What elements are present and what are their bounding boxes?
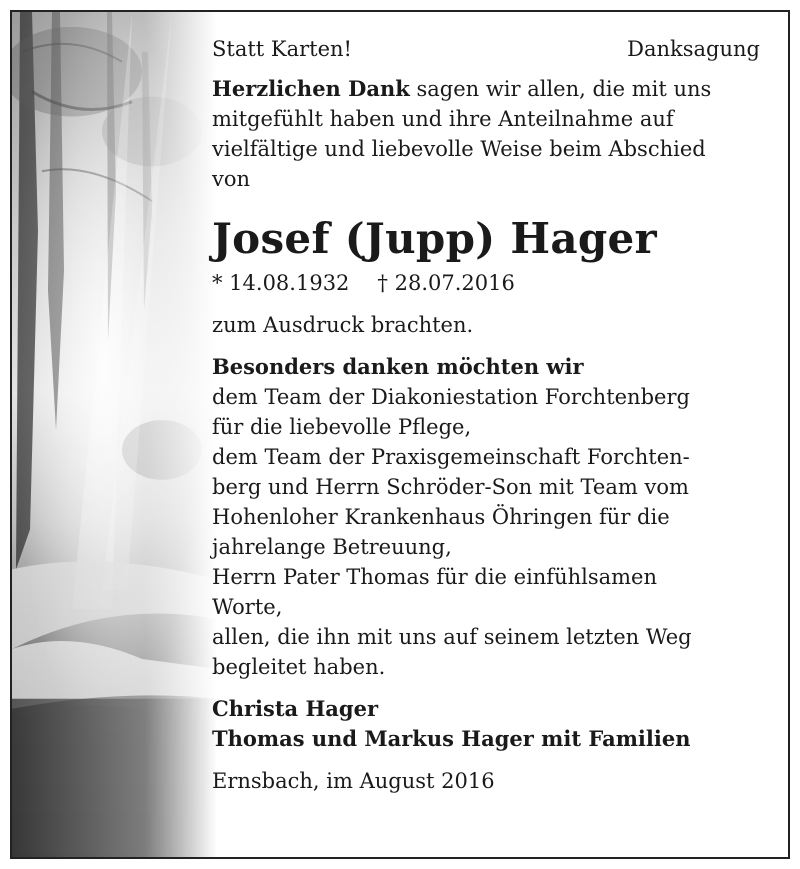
thanks-line: für die liebevolle Pflege, — [212, 415, 472, 439]
place-date: Ernsbach, im August 2016 — [212, 769, 495, 793]
forest-path-photo — [12, 12, 217, 857]
intro-line: mitgefühlt haben und ihre Anteilnahme auf — [212, 107, 674, 131]
birth-date: * 14.08.1932 — [212, 271, 350, 295]
thanks-line: dem Team der Diakoniestation Forchtenberg — [212, 385, 690, 409]
intro-line: von — [212, 167, 251, 191]
thanks-line: allen, die ihn mit uns auf seinem letzten Weg — [212, 625, 692, 649]
thanks-line: berg und Herrn Schröder-Son mit Team vom — [212, 475, 689, 499]
signature-line: Christa Hager — [212, 696, 379, 721]
intro-rest: sagen wir allen, die mit uns — [409, 77, 712, 101]
thanks-heading: Besonders danken möchten wir — [212, 354, 584, 379]
after-name-text: zum Ausdruck brachten. — [212, 313, 474, 337]
thanks-line: Hohenloher Krankenhaus Öhringen für die — [212, 505, 670, 529]
thanks-line: Worte, — [212, 595, 283, 619]
thanks-line: begleitet haben. — [212, 655, 386, 679]
statt-karten-label: Statt Karten! — [212, 37, 352, 61]
deceased-name: Josef (Jupp) Hager — [212, 214, 657, 263]
forest-path-image — [12, 12, 217, 857]
thanks-line: jahrelange Betreuung, — [212, 535, 452, 559]
intro-bold: Herzlichen Dank — [212, 76, 410, 101]
danksagung-label: Danksagung — [627, 37, 760, 61]
intro-first-line — [212, 74, 760, 104]
signature-line: Thomas und Markus Hager mit Familien — [212, 726, 691, 751]
intro-line: vielfältige und liebevolle Weise beim Abschied — [212, 137, 706, 161]
life-dates — [212, 268, 760, 298]
thanks-line: dem Team der Praxisgemeinschaft Forchten- — [212, 445, 690, 469]
thanks-line: Herrn Pater Thomas für die einfühlsamen — [212, 565, 658, 589]
header-row — [212, 34, 760, 64]
obituary-card — [10, 10, 790, 859]
obituary-text — [212, 34, 760, 796]
death-date: † 28.07.2016 — [377, 271, 515, 295]
